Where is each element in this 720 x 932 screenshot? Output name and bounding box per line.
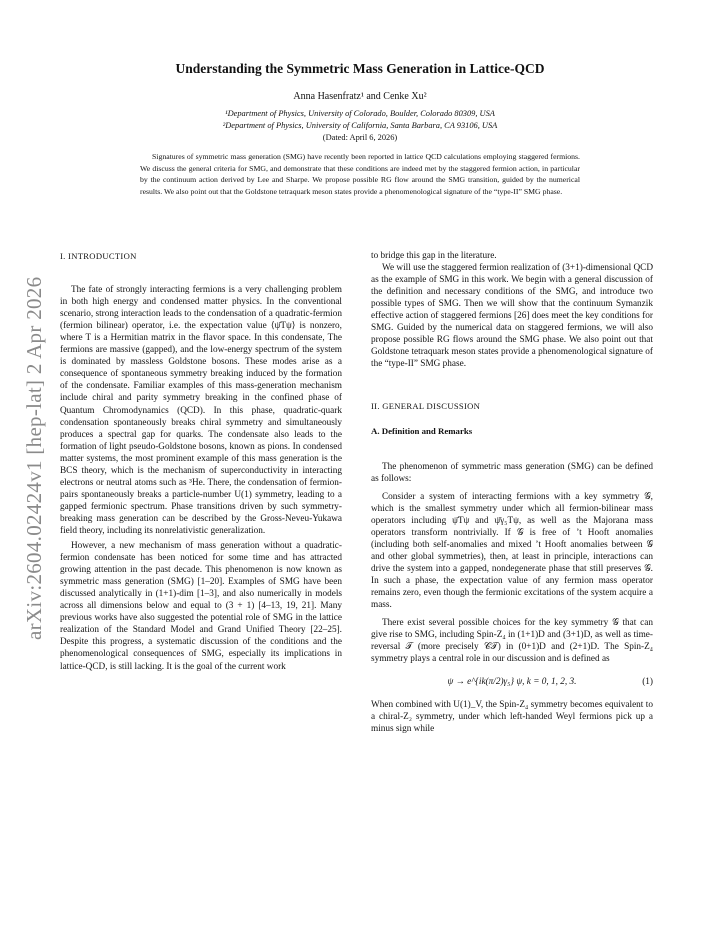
affiliation-2: ²Department of Physics, University of California, Santa Barbara, CA 93106, USA (222, 121, 498, 130)
definition-paragraph: The phenomenon of symmetric mass generation (SMG) can be defined as follows: (371, 461, 653, 484)
left-column (60, 250, 342, 673)
intro-paragraph-2: However, a new mechanism of mass generation without a quadratic-fermion condensate has been noticed for some time and has attracted growing attention in the past decade. This phenomenon is now known as symmetric mass generation (SMG) [1–20]. Examples of SMG have been discussed analytically in (1+1)-dim [1–3], and also numerically in models across all dimensions below and equal to (3 + 1) [4–13, 19, 21]. Many previous works have also suggested the potential role of SMG in the lattice realization of the Standard Model and Grand Unified Theory [22–25]. Despite this progress, a systematic discussion of the conditions and the phenomenological consequences of SMG, especially its implications in lattice-QCD, is still lacking. It is the goal of the current work (60, 541, 342, 672)
smg-definition-paragraph: Consider a system of interacting fermions with a key symmetry 𝒢, which is the smallest symmetry under which all fermion-bilinear mass operators including ψ̄Tψ and ψ̄γ₅Tψ, as well as the Majorana mass operators transform nontrivially. If 𝒢 is free of ’t Hooft anomalies (including both self-anomalies and mixed ’t Hooft anomalies between 𝒢 and other global symmetries), then, at least in principle, interactions can drive the system into a gapped, nondegenerate phase that still preserves 𝒢. In such a phase, the expectation value of any fermion mass operator remains zero, even though the fermionic excitations of the system acquire a mass. (371, 491, 653, 611)
affiliation-1: ¹Department of Physics, University of Colorado, Boulder, Colorado 80309, USA (225, 109, 495, 118)
spin-z4-paragraph: When combined with U(1)_V, the Spin-Z₄ symmetry becomes equivalent to a chiral-Z₂ symmetry, under which left-handed Weyl fermions pick up a minus sign while (371, 700, 653, 735)
arxiv-identifier: arXiv:2604.02424v1 [hep-lat] 2 Apr 2026 (22, 276, 46, 640)
date-line: (Dated: April 6, 2026) (322, 133, 398, 142)
subsection-heading-definition: A. Definition and Remarks (371, 425, 473, 436)
intro-paragraph-3: We will use the staggered fermion realization of (3+1)-dimensional QCD as the example of SMG in this work. We begin with a general discussion of the definition and necessary conditions of the SMG, and introduce two possible types of SMG. Then we will show that the continuum Symanzik effective action of staggered fermions [26] does meet the key conditions for SMG. Guided by the numerical data on staggered fermions, we will also propose possible RG flows around the SMG phase. We also point out that Goldstone tetraquark meson states provide a phenomenological signature of the “type-II” SMG phase. (371, 263, 653, 370)
section-heading-introduction: I. INTRODUCTION (60, 251, 137, 261)
equation-body: ψ → e^{ik(π/2)γ₅} ψ, k = 0, 1, 2, 3. (447, 677, 577, 688)
author-list: Anna Hasenfratz¹ and Cenke Xu² (293, 91, 427, 102)
paper-title: Understanding the Symmetric Mass Generation in Lattice-QCD (175, 61, 545, 76)
continued-text: to bridge this gap in the literature. (371, 251, 497, 261)
key-symmetry-paragraph: There exist several possible choices for the key symmetry 𝒢 that can give rise to SMG, including Spin-Z₄ in (1+1)D and (3+1)D, as well as time-reversal 𝒯 (more precisely 𝒞𝒯) in (0+1)D and (2+1)D. The Spin-Z₄ symmetry plays a central role in our discussion and is defined as (371, 618, 653, 665)
equation-1 (371, 671, 653, 693)
intro-paragraph-1: The fate of strongly interacting fermions is a very challenging problem in both high energy and condensed matter physics. In the conventional scenario, strong interaction leads to the condensation of a quadratic-fermion (fermion bilinear) operator, i.e. the expectation value ⟨ψ̄Tψ⟩ is nonzero, where T is a Hermitian matrix in the flavor space. In this condensate, The fermions are massive (gapped), and the low-energy spectrum of the system is dominated by massless Goldstone bosons. These modes arise as a consequence of spontaneous symmetry breaking induced by the formation of the condensate. Familiar examples of this mass-generation mechanism include chiral and parity symmetry breaking in the confined phase of Quantum Chromodynamics (QCD). In this phase, quadratic-quark condensation spontaneously breaks chiral symmetry and simultaneously produces a spectral gap for quarks. The condensate also leads to the formation of light pseudo-Goldstone bosons, known as pions. In condensed matter systems, the most prominent example of this mass generation is the BCS theory, which is the mechanism of superconductivity in interacting electrons or neutral atoms such as ³He. There, the condensation of fermion-pairs spontaneously breaks a particle-number U(1) symmetry, leading to a gapped fermionic spectrum. Phase transitions driven by such symmetry-breaking mass generation can be described by the Gross-Neveu-Yukawa field theory, including its nonrelativistic generalization. (60, 285, 342, 536)
right-column (371, 250, 653, 735)
equation-number: (1) (642, 677, 653, 688)
section-heading-general-discussion: II. GENERAL DISCUSSION (371, 401, 481, 412)
abstract: Signatures of symmetric mass generation (SMG) have recently been reported in lattice QCD calculations employing staggered fermions. We discuss the general criteria for SMG, and demonstrate that these conditions are indeed met by the staggered fermion action, in particular by the continuum action derived by Lee and Sharpe. We propose possible RG flow around the SMG transition, guided by the numerical results. We also point out that the Goldstone tetraquark meson states provide a phenomenological signature of the “type-II” SMG phase. (140, 152, 580, 196)
